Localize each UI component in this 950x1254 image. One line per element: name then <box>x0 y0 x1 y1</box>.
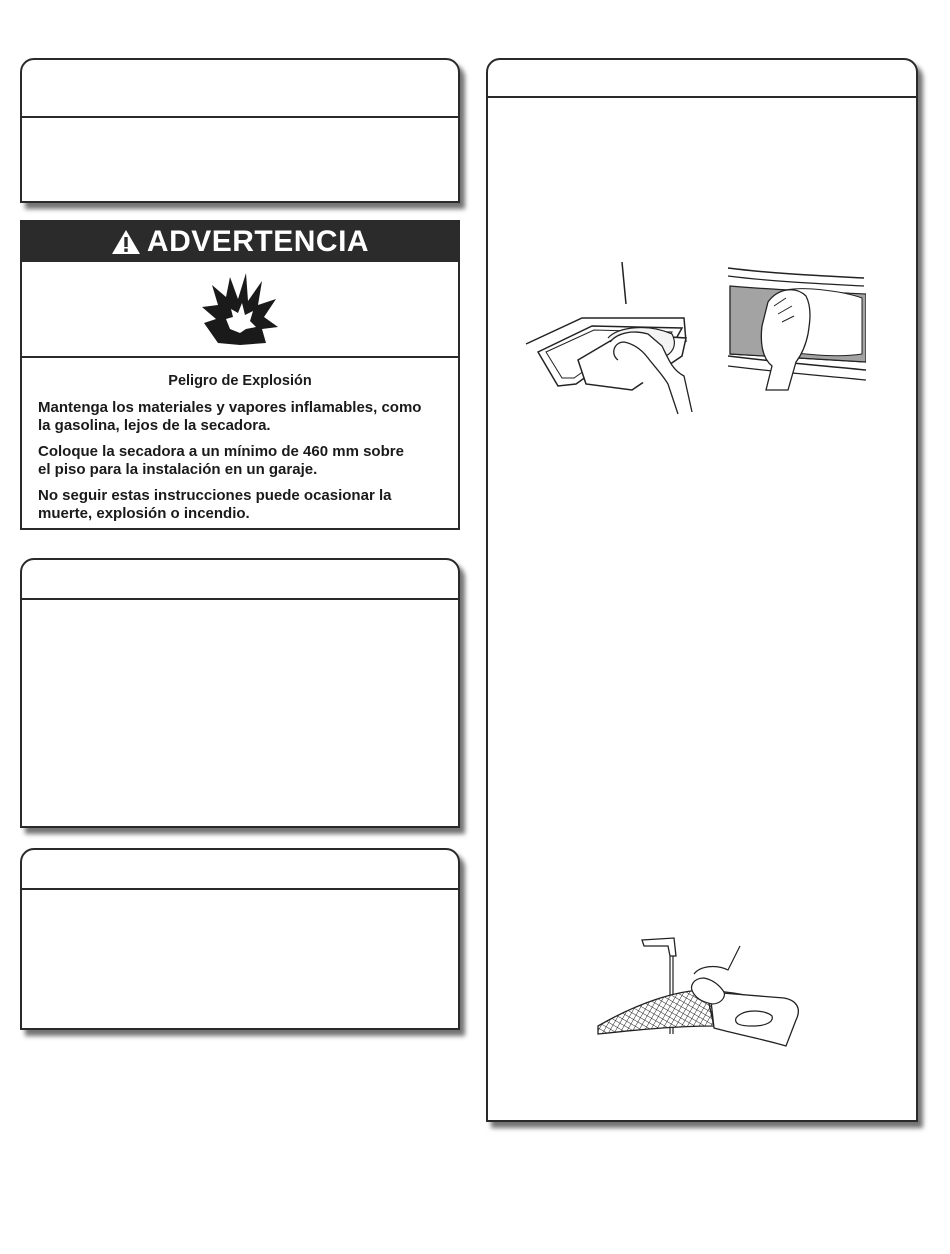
section-panel-bottom <box>20 848 460 1030</box>
warning-header <box>22 222 458 262</box>
section-panel-middle <box>20 558 460 828</box>
explosion-icon <box>200 271 280 347</box>
warning-title: ADVERTENCIA <box>146 225 370 258</box>
section-panel-top <box>20 58 460 203</box>
warning-paragraph-1: Mantenga los materiales y vapores inflamables, como la gasolina, lejos de la secadora. <box>38 399 422 434</box>
hazard-title: Peligro de Explosión <box>168 373 312 389</box>
wiping-drum-illustration <box>726 262 866 392</box>
washing-lint-screen-under-faucet-illustration <box>596 934 806 1050</box>
warning-paragraph-3: No seguir estas instrucciones puede ocasionar la muerte, explosión o incendio. <box>38 487 392 522</box>
warning-paragraph-2: Coloque la secadora a un mínimo de 460 mm sobre el piso para la instalación en un garaje. <box>38 443 404 478</box>
wiping-lint-screen-illustration <box>522 262 702 422</box>
hazard-icon-row <box>22 262 458 358</box>
warning-triangle-icon <box>111 229 141 255</box>
warning-box <box>20 220 460 530</box>
